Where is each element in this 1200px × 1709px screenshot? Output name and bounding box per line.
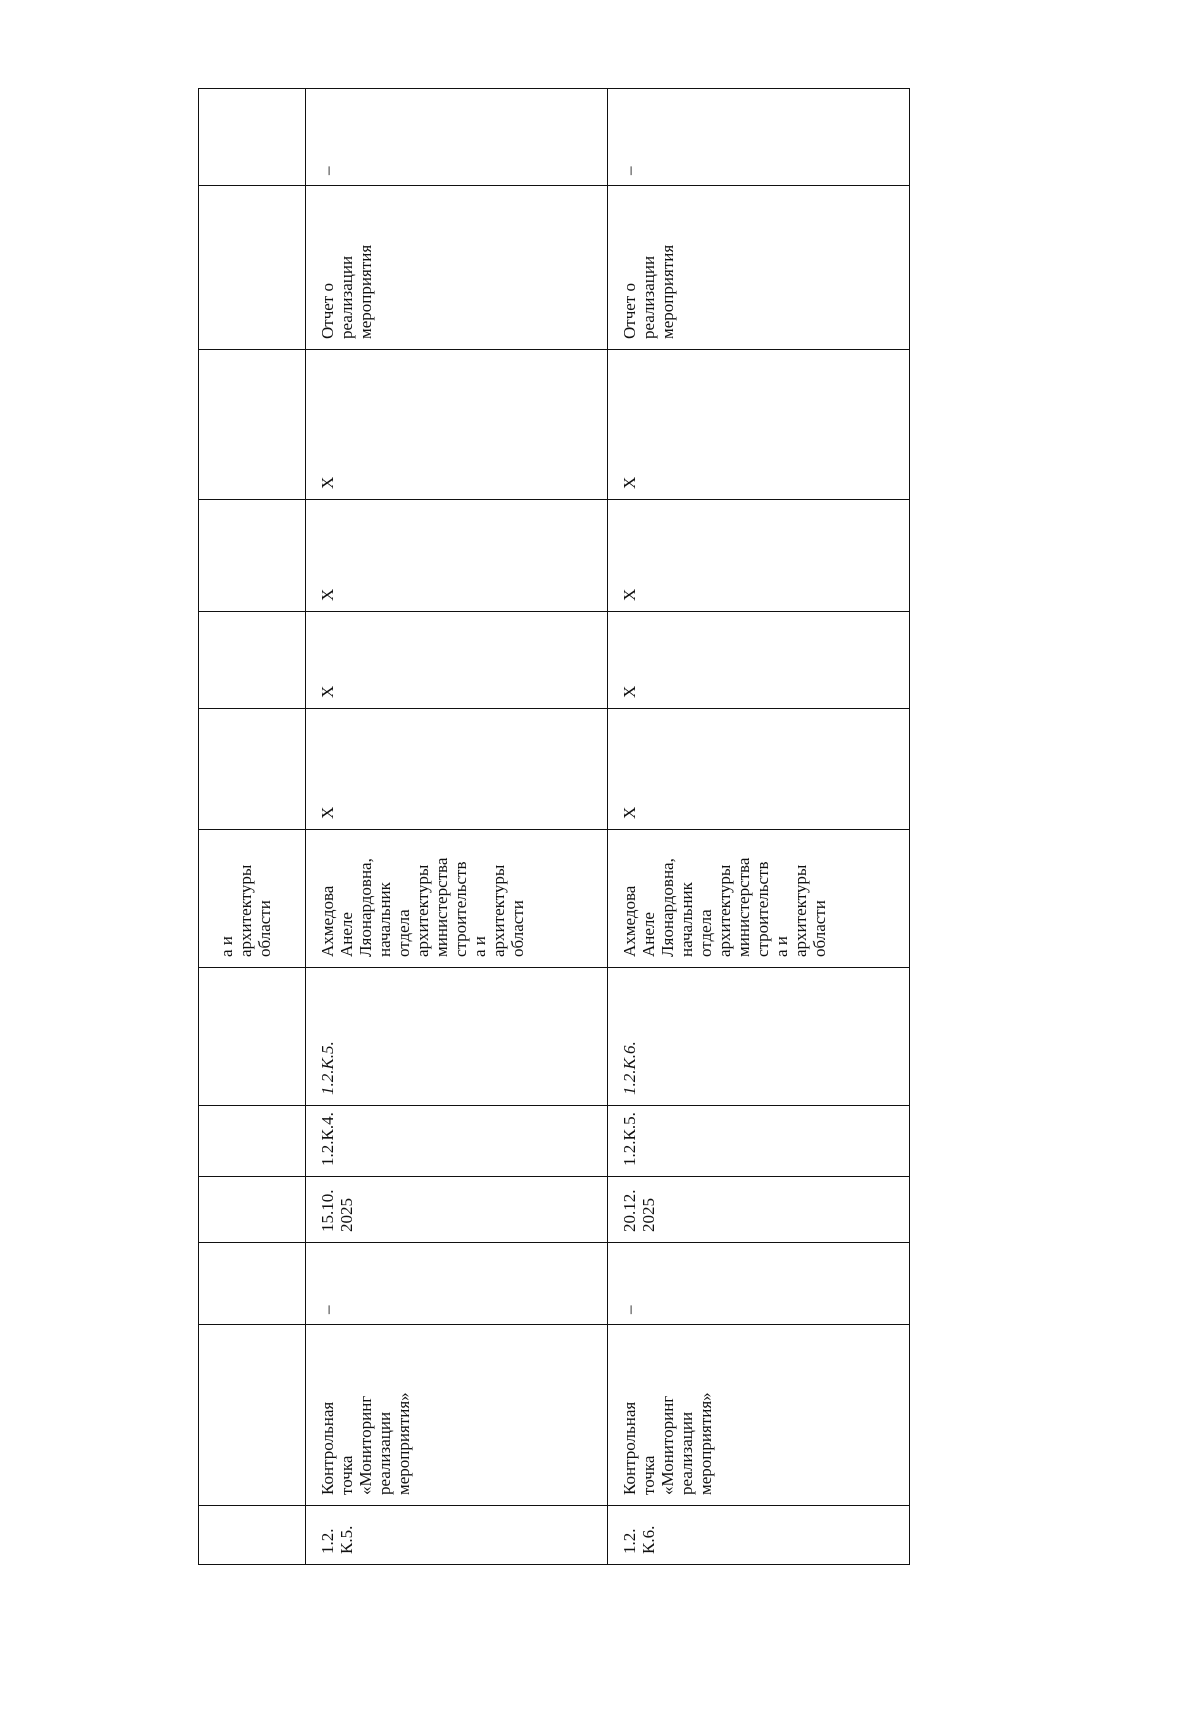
cell-number: [199, 1506, 306, 1565]
cell-predecessor: [199, 1106, 306, 1177]
cell-end-date: 15.10. 2025: [306, 1177, 608, 1243]
cell-start-date: –: [608, 1243, 910, 1325]
cell-end-date: 20.12. 2025: [608, 1177, 910, 1243]
cell-document: [199, 186, 306, 350]
cell-document: Отчет о реализации мероприятия: [608, 186, 910, 350]
table-row: [306, 89, 608, 1565]
cell-successor: 1.2.К.6.: [608, 968, 910, 1106]
cell-successor: [199, 968, 306, 1106]
cell-mark2: Х: [306, 612, 608, 709]
cell-mark3: Х: [306, 500, 608, 612]
cell-mark3: Х: [608, 500, 910, 612]
cell-start-date: [199, 1243, 306, 1325]
cell-mark1: [199, 709, 306, 830]
cell-document: Отчет о реализации мероприятия: [306, 186, 608, 350]
cell-mark4: [199, 350, 306, 500]
cell-responsible: Ахмедова Анеле Ляонардовна, начальник отдела архитектуры министерства строительств а и архитектуры области: [306, 830, 608, 968]
cell-name: Контрольная точка «Мониторинг реализации мероприятия»: [306, 1325, 608, 1506]
cell-name: [199, 1325, 306, 1506]
cell-responsible: Ахмедова Анеле Ляонардовна, начальник отдела архитектуры министерства строительств а и архитектуры области: [608, 830, 910, 968]
cell-info-system: –: [306, 89, 608, 186]
cell-predecessor: 1.2.К.4.: [306, 1106, 608, 1177]
cell-successor: 1.2.К.5.: [306, 968, 608, 1106]
cell-predecessor: 1.2.К.5.: [608, 1106, 910, 1177]
plan-table: [198, 88, 910, 1565]
cell-mark4: Х: [306, 350, 608, 500]
table-row: [199, 89, 306, 1565]
cell-start-date: –: [306, 1243, 608, 1325]
cell-name: Контрольная точка «Мониторинг реализации мероприятия»: [608, 1325, 910, 1506]
cell-responsible: а и архитектуры области: [199, 830, 306, 968]
table-row: [608, 89, 910, 1565]
cell-mark1: Х: [608, 709, 910, 830]
cell-mark3: [199, 500, 306, 612]
cell-mark2: Х: [608, 612, 910, 709]
rotated-table-wrapper: [198, 89, 872, 1565]
cell-number: 1.2. К.5.: [306, 1506, 608, 1565]
cell-end-date: [199, 1177, 306, 1243]
cell-info-system: [199, 89, 306, 186]
cell-mark1: Х: [306, 709, 608, 830]
cell-mark2: [199, 612, 306, 709]
cell-mark4: Х: [608, 350, 910, 500]
cell-info-system: –: [608, 89, 910, 186]
cell-number: 1.2. К.6.: [608, 1506, 910, 1565]
